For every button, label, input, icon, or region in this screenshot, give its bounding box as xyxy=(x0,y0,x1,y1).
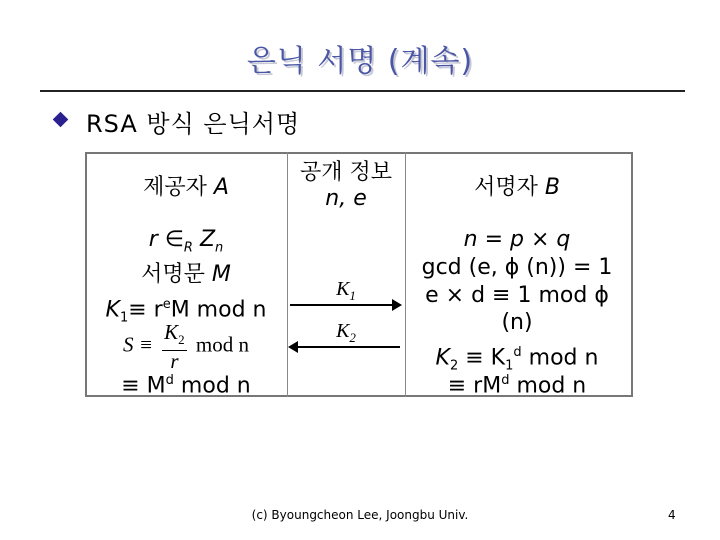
title-divider xyxy=(40,90,685,92)
arrow-right-icon xyxy=(290,304,400,306)
requester-md-formula: ≡ $M^d$ mod n xyxy=(121,373,251,399)
diamond-bullet-icon xyxy=(53,112,69,128)
requester-s-formula: S ≡ $\frac{K_2}{r}$ mod n xyxy=(122,320,250,374)
message-k2-label: $K_2$ xyxy=(336,320,356,345)
public-info-header: 공개 정보 n, e xyxy=(299,160,392,211)
arrow-left-icon xyxy=(290,346,400,348)
s-fraction: $\frac{K_2}{r}$ xyxy=(164,320,185,374)
slide-title: 은닉 서명 (계속) xyxy=(246,44,474,79)
footer-credit: (c) Byoungcheon Lee, Joongbu Univ. xyxy=(251,508,469,522)
requester-header: 제공자 A xyxy=(143,175,229,200)
signer-phi-n: (n) xyxy=(501,310,533,335)
requester-message: 서명문 M xyxy=(141,262,231,287)
signer-gcd: gcd (e, ϕ (n)) = 1 xyxy=(421,255,613,280)
signer-ed: e × d ≡ 1 mod ϕ xyxy=(425,283,609,308)
signer-modulus: n = p × q xyxy=(463,227,571,252)
message-k1-label: $K_1$ xyxy=(336,278,356,303)
signer-k2-formula: $K_2 \equiv K_1^d$ mod n xyxy=(435,345,599,374)
signer-header: 서명자 B xyxy=(474,175,560,200)
requester-k1-formula: $K_1\equiv r^eM$ mod n xyxy=(105,297,267,326)
requester-random-r: r $\in_R$ $Z_n$ xyxy=(148,227,224,256)
bullet-heading: RSA 방식 은닉서명 xyxy=(86,110,301,138)
page-number: 4 xyxy=(668,508,676,522)
signer-rmd-formula: ≡ $rM^d$ mod n xyxy=(447,373,587,399)
